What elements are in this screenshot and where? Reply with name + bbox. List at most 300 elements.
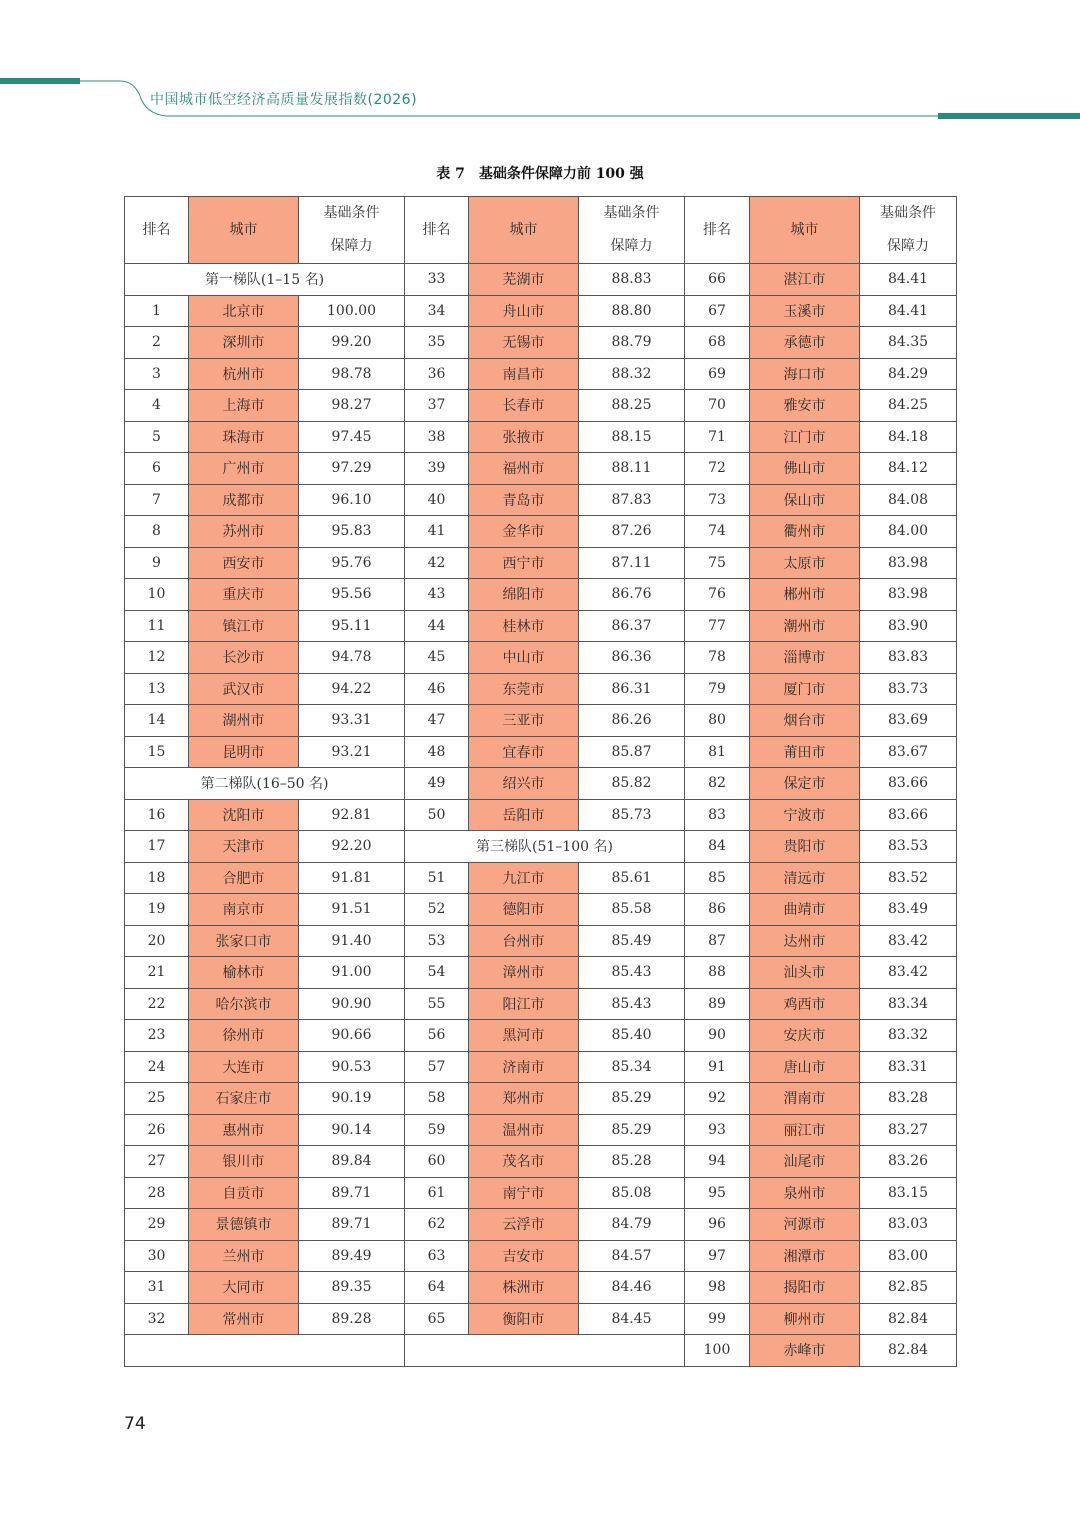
city-cell: 天津市 xyxy=(189,831,299,863)
city-cell: 哈尔滨市 xyxy=(189,988,299,1020)
score-cell: 89.49 xyxy=(299,1240,405,1272)
city-cell: 烟台市 xyxy=(750,705,860,737)
rank-cell: 87 xyxy=(685,925,750,957)
rank-cell: 69 xyxy=(685,358,750,390)
score-cell: 82.85 xyxy=(860,1272,957,1304)
city-cell: 渭南市 xyxy=(750,1083,860,1115)
city-cell: 绵阳市 xyxy=(469,579,579,611)
city-cell: 承德市 xyxy=(750,327,860,359)
rank-cell: 56 xyxy=(405,1020,469,1052)
city-cell: 雅安市 xyxy=(750,390,860,422)
city-cell: 保山市 xyxy=(750,484,860,516)
rank-cell: 26 xyxy=(125,1114,189,1146)
city-cell: 河源市 xyxy=(750,1209,860,1241)
rank-cell: 75 xyxy=(685,547,750,579)
city-cell: 莆田市 xyxy=(750,736,860,768)
city-cell: 榆林市 xyxy=(189,957,299,989)
score-cell: 94.22 xyxy=(299,673,405,705)
rank-cell: 80 xyxy=(685,705,750,737)
city-cell: 郑州市 xyxy=(469,1083,579,1115)
header-score-line1: 基础条件 xyxy=(880,205,936,221)
score-cell: 86.31 xyxy=(579,673,685,705)
table-row xyxy=(125,1020,957,1052)
score-cell: 92.20 xyxy=(299,831,405,863)
table-row xyxy=(125,1335,957,1367)
city-cell: 太原市 xyxy=(750,547,860,579)
score-cell: 85.28 xyxy=(579,1146,685,1178)
rank-cell: 21 xyxy=(125,957,189,989)
score-cell: 83.52 xyxy=(860,862,957,894)
city-cell: 黑河市 xyxy=(469,1020,579,1052)
city-cell: 西宁市 xyxy=(469,547,579,579)
rank-cell: 15 xyxy=(125,736,189,768)
table-row xyxy=(125,957,957,989)
rank-cell: 12 xyxy=(125,642,189,674)
rank-cell: 2 xyxy=(125,327,189,359)
city-cell: 桂林市 xyxy=(469,610,579,642)
table-row xyxy=(125,484,957,516)
empty-cell xyxy=(405,1335,685,1367)
running-title: 中国城市低空经济高质量发展指数(2026) xyxy=(150,92,418,108)
city-cell: 惠州市 xyxy=(189,1114,299,1146)
score-cell: 90.53 xyxy=(299,1051,405,1083)
city-cell: 芜湖市 xyxy=(469,264,579,296)
score-cell: 84.08 xyxy=(860,484,957,516)
table-row xyxy=(125,579,957,611)
city-cell: 丽江市 xyxy=(750,1114,860,1146)
rank-cell: 92 xyxy=(685,1083,750,1115)
rank-cell: 58 xyxy=(405,1083,469,1115)
rank-cell: 42 xyxy=(405,547,469,579)
rank-cell: 38 xyxy=(405,421,469,453)
rank-cell: 33 xyxy=(405,264,469,296)
table-row xyxy=(125,390,957,422)
rank-cell: 84 xyxy=(685,831,750,863)
score-cell: 87.83 xyxy=(579,484,685,516)
score-cell: 85.58 xyxy=(579,894,685,926)
rank-cell: 78 xyxy=(685,642,750,674)
rank-cell: 94 xyxy=(685,1146,750,1178)
table-row xyxy=(125,1177,957,1209)
city-cell: 安庆市 xyxy=(750,1020,860,1052)
city-cell: 张家口市 xyxy=(189,925,299,957)
score-cell: 88.79 xyxy=(579,327,685,359)
score-cell: 83.32 xyxy=(860,1020,957,1052)
header-city: 城市 xyxy=(750,197,860,264)
score-cell: 90.14 xyxy=(299,1114,405,1146)
rank-cell: 47 xyxy=(405,705,469,737)
score-cell: 86.36 xyxy=(579,642,685,674)
score-cell: 85.34 xyxy=(579,1051,685,1083)
city-cell: 大同市 xyxy=(189,1272,299,1304)
rank-cell: 63 xyxy=(405,1240,469,1272)
score-cell: 83.26 xyxy=(860,1146,957,1178)
rank-cell: 66 xyxy=(685,264,750,296)
score-cell: 82.84 xyxy=(860,1335,957,1367)
rank-cell: 82 xyxy=(685,768,750,800)
score-cell: 90.66 xyxy=(299,1020,405,1052)
rank-cell: 30 xyxy=(125,1240,189,1272)
rank-cell: 27 xyxy=(125,1146,189,1178)
table-row xyxy=(125,862,957,894)
city-cell: 玉溪市 xyxy=(750,295,860,327)
city-cell: 成都市 xyxy=(189,484,299,516)
rank-cell: 85 xyxy=(685,862,750,894)
score-cell: 89.84 xyxy=(299,1146,405,1178)
rank-cell: 36 xyxy=(405,358,469,390)
rank-cell: 62 xyxy=(405,1209,469,1241)
table-caption: 表 7 基础条件保障力前 100 强 xyxy=(436,166,644,182)
table-row xyxy=(125,673,957,705)
rank-cell: 55 xyxy=(405,988,469,1020)
score-cell: 97.45 xyxy=(299,421,405,453)
header-score xyxy=(299,197,405,264)
city-cell: 杭州市 xyxy=(189,358,299,390)
city-cell: 中山市 xyxy=(469,642,579,674)
score-cell: 83.27 xyxy=(860,1114,957,1146)
score-cell: 89.71 xyxy=(299,1209,405,1241)
table-row xyxy=(125,642,957,674)
score-cell: 84.35 xyxy=(860,327,957,359)
score-cell: 88.80 xyxy=(579,295,685,327)
score-cell: 93.21 xyxy=(299,736,405,768)
city-cell: 泉州市 xyxy=(750,1177,860,1209)
rank-cell: 61 xyxy=(405,1177,469,1209)
score-cell: 85.82 xyxy=(579,768,685,800)
city-cell: 衢州市 xyxy=(750,516,860,548)
city-cell: 徐州市 xyxy=(189,1020,299,1052)
rank-cell: 11 xyxy=(125,610,189,642)
score-cell: 84.79 xyxy=(579,1209,685,1241)
city-cell: 广州市 xyxy=(189,453,299,485)
city-cell: 湘潭市 xyxy=(750,1240,860,1272)
city-cell: 自贡市 xyxy=(189,1177,299,1209)
header-score-line2: 保障力 xyxy=(610,238,653,254)
score-cell: 83.42 xyxy=(860,957,957,989)
city-cell: 达州市 xyxy=(750,925,860,957)
city-cell: 北京市 xyxy=(189,295,299,327)
score-cell: 84.18 xyxy=(860,421,957,453)
rank-cell: 35 xyxy=(405,327,469,359)
rank-cell: 19 xyxy=(125,894,189,926)
city-cell: 珠海市 xyxy=(189,421,299,453)
city-cell: 漳州市 xyxy=(469,957,579,989)
table-row xyxy=(125,799,957,831)
rank-cell: 88 xyxy=(685,957,750,989)
score-cell: 83.53 xyxy=(860,831,957,863)
header-rank: 排名 xyxy=(125,197,189,264)
score-cell: 95.56 xyxy=(299,579,405,611)
city-cell: 厦门市 xyxy=(750,673,860,705)
score-cell: 87.26 xyxy=(579,516,685,548)
table-row xyxy=(125,768,957,800)
city-cell: 宁波市 xyxy=(750,799,860,831)
rank-cell: 1 xyxy=(125,295,189,327)
score-cell: 91.51 xyxy=(299,894,405,926)
city-cell: 景德镇市 xyxy=(189,1209,299,1241)
tier-heading: 第二梯队(16–50 名) xyxy=(125,768,405,800)
city-cell: 舟山市 xyxy=(469,295,579,327)
city-cell: 鸡西市 xyxy=(750,988,860,1020)
rank-cell: 44 xyxy=(405,610,469,642)
rank-cell: 41 xyxy=(405,516,469,548)
header-city: 城市 xyxy=(189,197,299,264)
table-header-row xyxy=(125,197,957,264)
rank-cell: 99 xyxy=(685,1303,750,1335)
rank-cell: 71 xyxy=(685,421,750,453)
city-cell: 南京市 xyxy=(189,894,299,926)
rank-cell: 74 xyxy=(685,516,750,548)
table-row xyxy=(125,894,957,926)
city-cell: 武汉市 xyxy=(189,673,299,705)
city-cell: 南昌市 xyxy=(469,358,579,390)
score-cell: 100.00 xyxy=(299,295,405,327)
score-cell: 86.37 xyxy=(579,610,685,642)
rank-cell: 25 xyxy=(125,1083,189,1115)
rank-cell: 72 xyxy=(685,453,750,485)
score-cell: 83.67 xyxy=(860,736,957,768)
table-row xyxy=(125,610,957,642)
rank-cell: 53 xyxy=(405,925,469,957)
table-row xyxy=(125,1209,957,1241)
rank-cell: 52 xyxy=(405,894,469,926)
rank-cell: 34 xyxy=(405,295,469,327)
rank-cell: 20 xyxy=(125,925,189,957)
score-cell: 88.11 xyxy=(579,453,685,485)
rank-cell: 77 xyxy=(685,610,750,642)
table-row xyxy=(125,358,957,390)
score-cell: 88.83 xyxy=(579,264,685,296)
table-row xyxy=(125,264,957,296)
city-cell: 银川市 xyxy=(189,1146,299,1178)
rank-cell: 54 xyxy=(405,957,469,989)
city-cell: 郴州市 xyxy=(750,579,860,611)
header-city: 城市 xyxy=(469,197,579,264)
rank-cell: 7 xyxy=(125,484,189,516)
score-cell: 83.69 xyxy=(860,705,957,737)
rank-cell: 16 xyxy=(125,799,189,831)
table-row xyxy=(125,705,957,737)
city-cell: 台州市 xyxy=(469,925,579,957)
header-rank: 排名 xyxy=(405,197,469,264)
table-row xyxy=(125,516,957,548)
rank-cell: 79 xyxy=(685,673,750,705)
score-cell: 96.10 xyxy=(299,484,405,516)
score-cell: 84.41 xyxy=(860,264,957,296)
city-cell: 深圳市 xyxy=(189,327,299,359)
score-cell: 83.98 xyxy=(860,547,957,579)
score-cell: 82.84 xyxy=(860,1303,957,1335)
city-cell: 九江市 xyxy=(469,862,579,894)
score-cell: 83.28 xyxy=(860,1083,957,1115)
rank-cell: 3 xyxy=(125,358,189,390)
city-cell: 上海市 xyxy=(189,390,299,422)
rank-cell: 93 xyxy=(685,1114,750,1146)
rank-cell: 40 xyxy=(405,484,469,516)
city-cell: 三亚市 xyxy=(469,705,579,737)
city-cell: 长沙市 xyxy=(189,642,299,674)
rank-cell: 89 xyxy=(685,988,750,1020)
score-cell: 85.87 xyxy=(579,736,685,768)
city-cell: 南宁市 xyxy=(469,1177,579,1209)
empty-cell xyxy=(125,1335,405,1367)
table-row xyxy=(125,421,957,453)
score-cell: 84.45 xyxy=(579,1303,685,1335)
city-cell: 合肥市 xyxy=(189,862,299,894)
rank-cell: 5 xyxy=(125,421,189,453)
rank-cell: 46 xyxy=(405,673,469,705)
score-cell: 88.15 xyxy=(579,421,685,453)
rank-cell: 28 xyxy=(125,1177,189,1209)
score-cell: 98.78 xyxy=(299,358,405,390)
score-cell: 84.29 xyxy=(860,358,957,390)
city-cell: 无锡市 xyxy=(469,327,579,359)
city-cell: 株洲市 xyxy=(469,1272,579,1304)
rank-cell: 45 xyxy=(405,642,469,674)
rank-cell: 96 xyxy=(685,1209,750,1241)
score-cell: 98.27 xyxy=(299,390,405,422)
city-cell: 重庆市 xyxy=(189,579,299,611)
rank-cell: 100 xyxy=(685,1335,750,1367)
score-cell: 85.29 xyxy=(579,1083,685,1115)
rank-cell: 39 xyxy=(405,453,469,485)
score-cell: 84.12 xyxy=(860,453,957,485)
score-cell: 95.11 xyxy=(299,610,405,642)
table-row xyxy=(125,1083,957,1115)
table-row xyxy=(125,295,957,327)
score-cell: 84.00 xyxy=(860,516,957,548)
rank-cell: 59 xyxy=(405,1114,469,1146)
header-score-line2: 保障力 xyxy=(887,238,929,254)
rank-cell: 4 xyxy=(125,390,189,422)
header-rank: 排名 xyxy=(685,197,750,264)
rank-cell: 86 xyxy=(685,894,750,926)
table-row xyxy=(125,1051,957,1083)
rank-cell: 48 xyxy=(405,736,469,768)
score-cell: 91.81 xyxy=(299,862,405,894)
score-cell: 97.29 xyxy=(299,453,405,485)
city-cell: 福州市 xyxy=(469,453,579,485)
score-cell: 84.41 xyxy=(860,295,957,327)
city-cell: 柳州市 xyxy=(750,1303,860,1335)
city-cell: 汕尾市 xyxy=(750,1146,860,1178)
city-cell: 清远市 xyxy=(750,862,860,894)
score-cell: 85.08 xyxy=(579,1177,685,1209)
rank-cell: 73 xyxy=(685,484,750,516)
tier-heading: 第三梯队(51–100 名) xyxy=(405,831,685,863)
city-cell: 兰州市 xyxy=(189,1240,299,1272)
table-row xyxy=(125,1240,957,1272)
rank-cell: 91 xyxy=(685,1051,750,1083)
rank-cell: 13 xyxy=(125,673,189,705)
city-cell: 衡阳市 xyxy=(469,1303,579,1335)
city-cell: 张掖市 xyxy=(469,421,579,453)
city-cell: 石家庄市 xyxy=(189,1083,299,1115)
city-cell: 宜春市 xyxy=(469,736,579,768)
city-cell: 贵阳市 xyxy=(750,831,860,863)
city-cell: 德阳市 xyxy=(469,894,579,926)
score-cell: 83.00 xyxy=(860,1240,957,1272)
score-cell: 85.49 xyxy=(579,925,685,957)
city-cell: 曲靖市 xyxy=(750,894,860,926)
score-cell: 83.15 xyxy=(860,1177,957,1209)
score-cell: 90.90 xyxy=(299,988,405,1020)
score-cell: 85.73 xyxy=(579,799,685,831)
table-row xyxy=(125,453,957,485)
rank-cell: 97 xyxy=(685,1240,750,1272)
score-cell: 85.43 xyxy=(579,988,685,1020)
rank-cell: 60 xyxy=(405,1146,469,1178)
score-cell: 83.03 xyxy=(860,1209,957,1241)
score-cell: 89.35 xyxy=(299,1272,405,1304)
city-cell: 金华市 xyxy=(469,516,579,548)
score-cell: 91.40 xyxy=(299,925,405,957)
table-row xyxy=(125,547,957,579)
table-row xyxy=(125,1114,957,1146)
rank-cell: 43 xyxy=(405,579,469,611)
city-cell: 赤峰市 xyxy=(750,1335,860,1367)
ranking-table xyxy=(124,196,957,1367)
score-cell: 89.28 xyxy=(299,1303,405,1335)
city-cell: 绍兴市 xyxy=(469,768,579,800)
city-cell: 镇江市 xyxy=(189,610,299,642)
city-cell: 大连市 xyxy=(189,1051,299,1083)
city-cell: 茂名市 xyxy=(469,1146,579,1178)
city-cell: 沈阳市 xyxy=(189,799,299,831)
table-row xyxy=(125,925,957,957)
city-cell: 岳阳市 xyxy=(469,799,579,831)
score-cell: 83.34 xyxy=(860,988,957,1020)
score-cell: 83.31 xyxy=(860,1051,957,1083)
score-cell: 85.43 xyxy=(579,957,685,989)
score-cell: 93.31 xyxy=(299,705,405,737)
score-cell: 95.76 xyxy=(299,547,405,579)
city-cell: 唐山市 xyxy=(750,1051,860,1083)
city-cell: 吉安市 xyxy=(469,1240,579,1272)
rank-cell: 14 xyxy=(125,705,189,737)
score-cell: 83.83 xyxy=(860,642,957,674)
page-number: 74 xyxy=(124,1414,146,1434)
rank-cell: 67 xyxy=(685,295,750,327)
rank-cell: 98 xyxy=(685,1272,750,1304)
table-row xyxy=(125,1146,957,1178)
score-cell: 83.49 xyxy=(860,894,957,926)
city-cell: 东莞市 xyxy=(469,673,579,705)
score-cell: 83.66 xyxy=(860,768,957,800)
rank-cell: 70 xyxy=(685,390,750,422)
score-cell: 83.98 xyxy=(860,579,957,611)
score-cell: 88.32 xyxy=(579,358,685,390)
rank-cell: 32 xyxy=(125,1303,189,1335)
rank-cell: 9 xyxy=(125,547,189,579)
tier-heading: 第一梯队(1–15 名) xyxy=(125,264,405,296)
rank-cell: 95 xyxy=(685,1177,750,1209)
table-row xyxy=(125,988,957,1020)
score-cell: 92.81 xyxy=(299,799,405,831)
rank-cell: 76 xyxy=(685,579,750,611)
table-row xyxy=(125,831,957,863)
city-cell: 佛山市 xyxy=(750,453,860,485)
city-cell: 阳江市 xyxy=(469,988,579,1020)
rank-cell: 81 xyxy=(685,736,750,768)
city-cell: 揭阳市 xyxy=(750,1272,860,1304)
city-cell: 潮州市 xyxy=(750,610,860,642)
header-score xyxy=(579,197,685,264)
score-cell: 87.11 xyxy=(579,547,685,579)
score-cell: 84.46 xyxy=(579,1272,685,1304)
score-cell: 86.76 xyxy=(579,579,685,611)
rank-cell: 18 xyxy=(125,862,189,894)
